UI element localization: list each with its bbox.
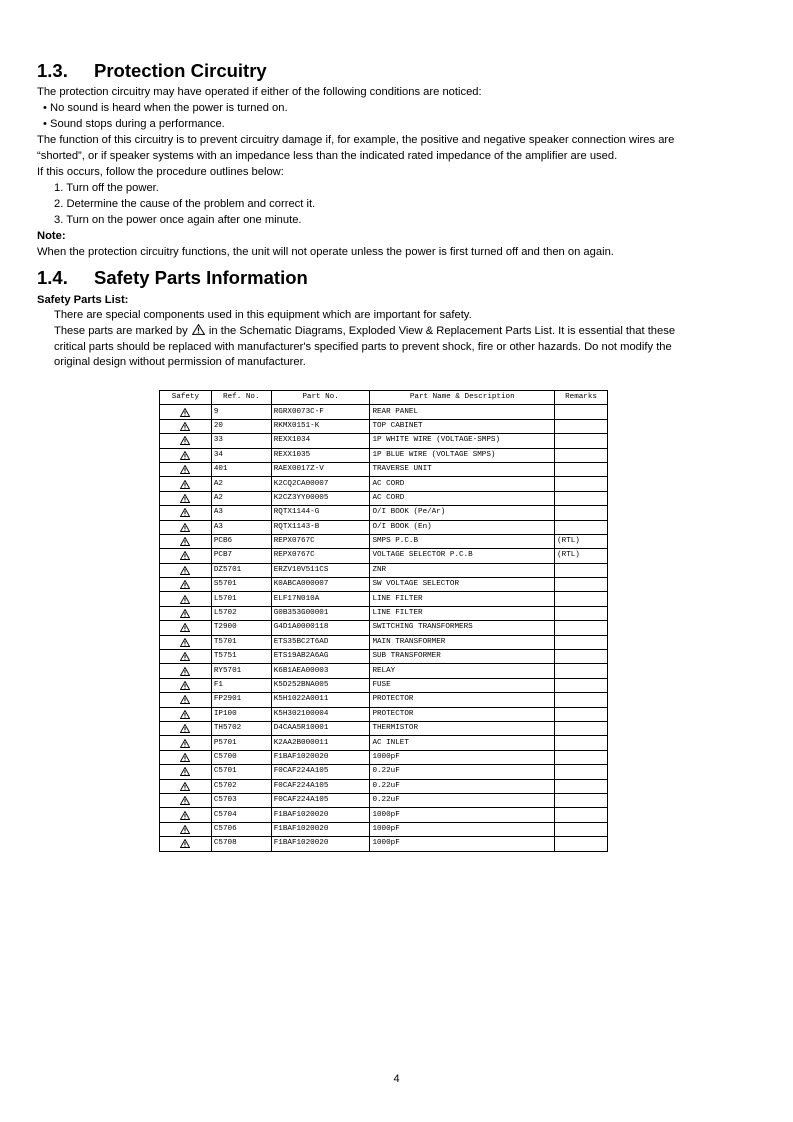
ref-no-cell: C5704 — [211, 808, 271, 822]
warning-triangle-icon — [180, 609, 190, 618]
description-cell: VOLTAGE SELECTOR P.C.B — [370, 549, 555, 563]
warning-triangle-icon — [180, 436, 190, 445]
procedure-step: 1. Turn off the power. — [54, 182, 159, 194]
remarks-cell — [555, 491, 608, 505]
part-no-cell: RAEX0017Z-V — [271, 462, 370, 476]
warning-triangle-icon — [180, 408, 190, 417]
safety-mark-cell — [160, 621, 212, 635]
section-title: Protection Circuitry — [94, 60, 267, 81]
part-no-cell: K2CZ3YY00005 — [271, 491, 370, 505]
description-cell: SUB TRANSFORMER — [370, 650, 555, 664]
table-row — [160, 736, 608, 750]
table-row — [160, 822, 608, 836]
ref-no-cell: PCB7 — [211, 549, 271, 563]
part-no-cell: ERZV10V511CS — [271, 563, 370, 577]
description-cell: AC CORD — [370, 491, 555, 505]
table-row — [160, 549, 608, 563]
warning-triangle-icon — [180, 523, 190, 532]
description-cell: O/I BOOK (En) — [370, 520, 555, 534]
description-cell: PROTECTOR — [370, 707, 555, 721]
warning-triangle-icon — [180, 623, 190, 632]
warning-triangle-icon — [180, 595, 190, 604]
bullet-item: • Sound stops during a performance. — [43, 118, 225, 130]
col-header-remarks: Remarks — [555, 391, 608, 405]
part-no-cell: REXX1035 — [271, 448, 370, 462]
remarks-cell — [555, 779, 608, 793]
warning-triangle-icon — [180, 710, 190, 719]
description-cell: RELAY — [370, 664, 555, 678]
part-no-cell: K2AA2B000011 — [271, 736, 370, 750]
part-no-cell: K2CQ2CA00007 — [271, 477, 370, 491]
table-row — [160, 707, 608, 721]
warning-triangle-icon — [180, 580, 190, 589]
part-no-cell: RQTX1143-B — [271, 520, 370, 534]
table-row — [160, 693, 608, 707]
table-row — [160, 477, 608, 491]
safety-mark-cell — [160, 822, 212, 836]
remarks-cell — [555, 736, 608, 750]
ref-no-cell: PCB6 — [211, 534, 271, 548]
remarks-cell — [555, 750, 608, 764]
safety-mark-cell — [160, 664, 212, 678]
ref-no-cell: 9 — [211, 405, 271, 419]
safety-mark-cell — [160, 477, 212, 491]
warning-triangle-icon — [180, 422, 190, 431]
safety-mark-cell — [160, 721, 212, 735]
safety-mark-cell — [160, 405, 212, 419]
table-row — [160, 808, 608, 822]
remarks-cell — [555, 635, 608, 649]
table-row — [160, 779, 608, 793]
remarks-cell — [555, 477, 608, 491]
warning-triangle-icon — [180, 724, 190, 733]
ref-no-cell: T5701 — [211, 635, 271, 649]
ref-no-cell: C5708 — [211, 837, 271, 851]
description-cell: TOP CABINET — [370, 419, 555, 433]
description-cell: REAR PANEL — [370, 405, 555, 419]
ref-no-cell: C5702 — [211, 779, 271, 793]
warning-triangle-icon — [180, 839, 190, 848]
warning-triangle-icon — [180, 451, 190, 460]
part-no-cell: K6B1AEA00003 — [271, 664, 370, 678]
ref-no-cell: P5701 — [211, 736, 271, 750]
remarks-cell — [555, 664, 608, 678]
ref-no-cell: A2 — [211, 477, 271, 491]
section-number: 1.4. — [37, 267, 68, 288]
remarks-cell — [555, 506, 608, 520]
description-cell: LINE FILTER — [370, 606, 555, 620]
function-text: “shorted”, or if speaker systems with an impedance less than the indicated rated impedance of the amplifier are used. — [37, 150, 618, 162]
table-header-row — [160, 391, 608, 405]
safety-para: critical parts should be replaced with manufacturer's specified parts to prevent shock, fire or other hazards. Do not modify the — [54, 341, 672, 353]
description-cell: SWITCHING TRANSFORMERS — [370, 621, 555, 635]
safety-mark-cell — [160, 520, 212, 534]
safety-mark-cell — [160, 808, 212, 822]
remarks-cell — [555, 765, 608, 779]
part-no-cell: F0CAF224A105 — [271, 793, 370, 807]
part-no-cell: K5H1022A0011 — [271, 693, 370, 707]
safety-mark-cell — [160, 448, 212, 462]
bullet-item: • No sound is heard when the power is turned on. — [43, 102, 288, 114]
remarks-cell — [555, 793, 608, 807]
ref-no-cell: C5703 — [211, 793, 271, 807]
part-no-cell: F1BAF1020020 — [271, 808, 370, 822]
description-cell: PROTECTOR — [370, 693, 555, 707]
table-row — [160, 592, 608, 606]
table-row — [160, 721, 608, 735]
safety-mark-cell — [160, 736, 212, 750]
warning-triangle-icon — [180, 825, 190, 834]
description-cell: FUSE — [370, 678, 555, 692]
procedure-step: 2. Determine the cause of the problem and correct it. — [54, 198, 316, 210]
ref-no-cell: S5701 — [211, 578, 271, 592]
table-row — [160, 419, 608, 433]
description-cell: THERMISTOR — [370, 721, 555, 735]
ref-no-cell: 34 — [211, 448, 271, 462]
remarks-cell — [555, 822, 608, 836]
table-row — [160, 520, 608, 534]
description-cell: 0.22uF — [370, 765, 555, 779]
safety-mark-cell — [160, 793, 212, 807]
description-cell: 0.22uF — [370, 779, 555, 793]
warning-triangle-icon — [180, 566, 190, 575]
safety-mark-cell — [160, 578, 212, 592]
part-no-cell: REXX1034 — [271, 434, 370, 448]
safety-para-pre: These parts are marked by — [54, 325, 188, 337]
ref-no-cell: RY5701 — [211, 664, 271, 678]
ref-no-cell: C5701 — [211, 765, 271, 779]
ref-no-cell: C5700 — [211, 750, 271, 764]
safety-para — [54, 324, 675, 339]
col-header-part-no: Part No. — [271, 391, 370, 405]
safety-mark-cell — [160, 549, 212, 563]
description-cell: TRAVERSE UNIT — [370, 462, 555, 476]
safety-mark-cell — [160, 592, 212, 606]
safety-mark-cell — [160, 419, 212, 433]
warning-triangle-icon — [180, 465, 190, 474]
ref-no-cell: 20 — [211, 419, 271, 433]
ref-no-cell: C5706 — [211, 822, 271, 836]
table-row — [160, 650, 608, 664]
table-row — [160, 750, 608, 764]
safety-mark-cell — [160, 606, 212, 620]
table-row — [160, 578, 608, 592]
part-no-cell: G4D1A0000118 — [271, 621, 370, 635]
safety-mark-cell — [160, 650, 212, 664]
safety-mark-cell — [160, 635, 212, 649]
ref-no-cell: F1 — [211, 678, 271, 692]
ref-no-cell: A3 — [211, 506, 271, 520]
warning-triangle-icon — [180, 638, 190, 647]
description-cell: 1000pF — [370, 808, 555, 822]
safety-mark-cell — [160, 506, 212, 520]
warning-triangle-icon — [180, 537, 190, 546]
remarks-cell — [555, 405, 608, 419]
table-row — [160, 837, 608, 851]
remarks-cell — [555, 721, 608, 735]
table-body — [160, 405, 608, 851]
ref-no-cell: L5701 — [211, 592, 271, 606]
warning-triangle-icon — [180, 494, 190, 503]
safety-mark-cell — [160, 462, 212, 476]
remarks-cell — [555, 520, 608, 534]
section-1-3-heading — [37, 60, 267, 82]
section-1-4-heading — [37, 267, 308, 289]
description-cell: 1000pF — [370, 750, 555, 764]
remarks-cell — [555, 563, 608, 577]
remarks-cell — [555, 650, 608, 664]
safety-parts-list-label: Safety Parts List: — [37, 294, 129, 306]
description-cell: AC INLET — [370, 736, 555, 750]
safety-para: original design without permission of manufacturer. — [54, 356, 306, 368]
part-no-cell: K5D252BNA005 — [271, 678, 370, 692]
description-cell: 1P BLUE WIRE (VOLTAGE SMPS) — [370, 448, 555, 462]
section-title: Safety Parts Information — [94, 267, 308, 288]
remarks-cell — [555, 606, 608, 620]
part-no-cell: K5H302100004 — [271, 707, 370, 721]
remarks-cell — [555, 707, 608, 721]
note-label: Note: — [37, 230, 66, 242]
part-no-cell: F0CAF224A105 — [271, 779, 370, 793]
ref-no-cell: DZ5701 — [211, 563, 271, 577]
warning-triangle-icon — [180, 753, 190, 762]
remarks-cell — [555, 578, 608, 592]
ref-no-cell: A2 — [211, 491, 271, 505]
part-no-cell: F1BAF1020020 — [271, 750, 370, 764]
remarks-cell — [555, 621, 608, 635]
safety-mark-cell — [160, 765, 212, 779]
note-text: When the protection circuitry functions, the unit will not operate unless the power is first turned off and then on again. — [37, 246, 614, 258]
table-row — [160, 606, 608, 620]
table-row — [160, 563, 608, 577]
table-row — [160, 491, 608, 505]
remarks-cell — [555, 592, 608, 606]
ref-no-cell: T5751 — [211, 650, 271, 664]
warning-triangle-icon — [180, 480, 190, 489]
description-cell: O/I BOOK (Pe/Ar) — [370, 506, 555, 520]
safety-mark-cell — [160, 563, 212, 577]
part-no-cell: REPX0767C — [271, 534, 370, 548]
remarks-cell: (RTL) — [555, 549, 608, 563]
description-cell: SMPS P.C.B — [370, 534, 555, 548]
description-cell: LINE FILTER — [370, 592, 555, 606]
warning-triangle-icon — [180, 508, 190, 517]
warning-triangle-icon — [180, 796, 190, 805]
description-cell: AC CORD — [370, 477, 555, 491]
table-row — [160, 635, 608, 649]
col-header-description: Part Name & Description — [370, 391, 555, 405]
remarks-cell — [555, 808, 608, 822]
function-text: The function of this circuitry is to prevent circuitry damage if, for example, the positive and negative speaker connection wires are — [37, 134, 675, 146]
warning-triangle-icon — [180, 767, 190, 776]
ref-no-cell: FP2901 — [211, 693, 271, 707]
warning-triangle-icon — [180, 739, 190, 748]
remarks-cell — [555, 462, 608, 476]
safety-mark-cell — [160, 707, 212, 721]
col-header-safety: Safety — [160, 391, 212, 405]
table-row — [160, 664, 608, 678]
description-cell: ZNR — [370, 563, 555, 577]
description-cell: 1000pF — [370, 837, 555, 851]
description-cell: SW VOLTAGE SELECTOR — [370, 578, 555, 592]
table-row — [160, 462, 608, 476]
remarks-cell — [555, 678, 608, 692]
part-no-cell: F0CAF224A105 — [271, 765, 370, 779]
ref-no-cell: L5702 — [211, 606, 271, 620]
table-row — [160, 678, 608, 692]
part-no-cell: ETS35BC2T6AD — [271, 635, 370, 649]
part-no-cell: RGRX0073C-F — [271, 405, 370, 419]
ref-no-cell: A3 — [211, 520, 271, 534]
part-no-cell: F1BAF1020020 — [271, 837, 370, 851]
warning-triangle-icon — [180, 811, 190, 820]
ref-no-cell: 401 — [211, 462, 271, 476]
safety-mark-cell — [160, 678, 212, 692]
remarks-cell — [555, 434, 608, 448]
safety-mark-cell — [160, 693, 212, 707]
table-row — [160, 506, 608, 520]
safety-para-post: in the Schematic Diagrams, Exploded View & Replacement Parts List. It is essential that these — [208, 325, 676, 337]
description-cell: 0.22uF — [370, 793, 555, 807]
table-row — [160, 765, 608, 779]
table-row — [160, 405, 608, 419]
col-header-ref-no: Ref. No. — [211, 391, 271, 405]
procedure-intro: If this occurs, follow the procedure outlines below: — [37, 166, 284, 178]
safety-mark-cell — [160, 779, 212, 793]
warning-triangle-icon — [180, 782, 190, 791]
warning-triangle-icon — [180, 667, 190, 676]
table-row — [160, 793, 608, 807]
procedure-step: 3. Turn on the power once again after one minute. — [54, 214, 302, 226]
table-row — [160, 448, 608, 462]
ref-no-cell: T2900 — [211, 621, 271, 635]
safety-mark-cell — [160, 750, 212, 764]
part-no-cell: RKMX0151-K — [271, 419, 370, 433]
safety-para: There are special components used in this equipment which are important for safety. — [54, 309, 472, 321]
warning-triangle-icon — [180, 652, 190, 661]
part-no-cell: ELF17N010A — [271, 592, 370, 606]
part-no-cell: ETS19AB2A6AG — [271, 650, 370, 664]
safety-parts-table — [159, 390, 608, 852]
safety-mark-cell — [160, 534, 212, 548]
ref-no-cell: IP100 — [211, 707, 271, 721]
safety-mark-cell — [160, 491, 212, 505]
safety-mark-cell — [160, 434, 212, 448]
warning-triangle-icon — [180, 695, 190, 704]
part-no-cell: K0ABCA000007 — [271, 578, 370, 592]
part-no-cell: F1BAF1020020 — [271, 822, 370, 836]
description-cell: 1P WHITE WIRE (VOLTAGE-SMPS) — [370, 434, 555, 448]
part-no-cell: G0B353G00001 — [271, 606, 370, 620]
description-cell: 1000pF — [370, 822, 555, 836]
table-row — [160, 534, 608, 548]
safety-mark-cell — [160, 837, 212, 851]
description-cell: MAIN TRANSFORMER — [370, 635, 555, 649]
remarks-cell — [555, 419, 608, 433]
ref-no-cell: 33 — [211, 434, 271, 448]
remarks-cell: (RTL) — [555, 534, 608, 548]
section-number: 1.3. — [37, 60, 68, 81]
warning-triangle-icon — [180, 681, 190, 690]
warning-triangle-icon — [192, 324, 205, 335]
page-number: 4 — [393, 1073, 400, 1085]
remarks-cell — [555, 693, 608, 707]
part-no-cell: REPX0767C — [271, 549, 370, 563]
table-row — [160, 621, 608, 635]
remarks-cell — [555, 448, 608, 462]
table-row — [160, 434, 608, 448]
protection-intro: The protection circuitry may have operated if either of the following conditions are noticed: — [37, 86, 482, 98]
ref-no-cell: TH5702 — [211, 721, 271, 735]
part-no-cell: RQTX1144-G — [271, 506, 370, 520]
warning-triangle-icon — [180, 551, 190, 560]
remarks-cell — [555, 837, 608, 851]
part-no-cell: D4CAA5R10001 — [271, 721, 370, 735]
